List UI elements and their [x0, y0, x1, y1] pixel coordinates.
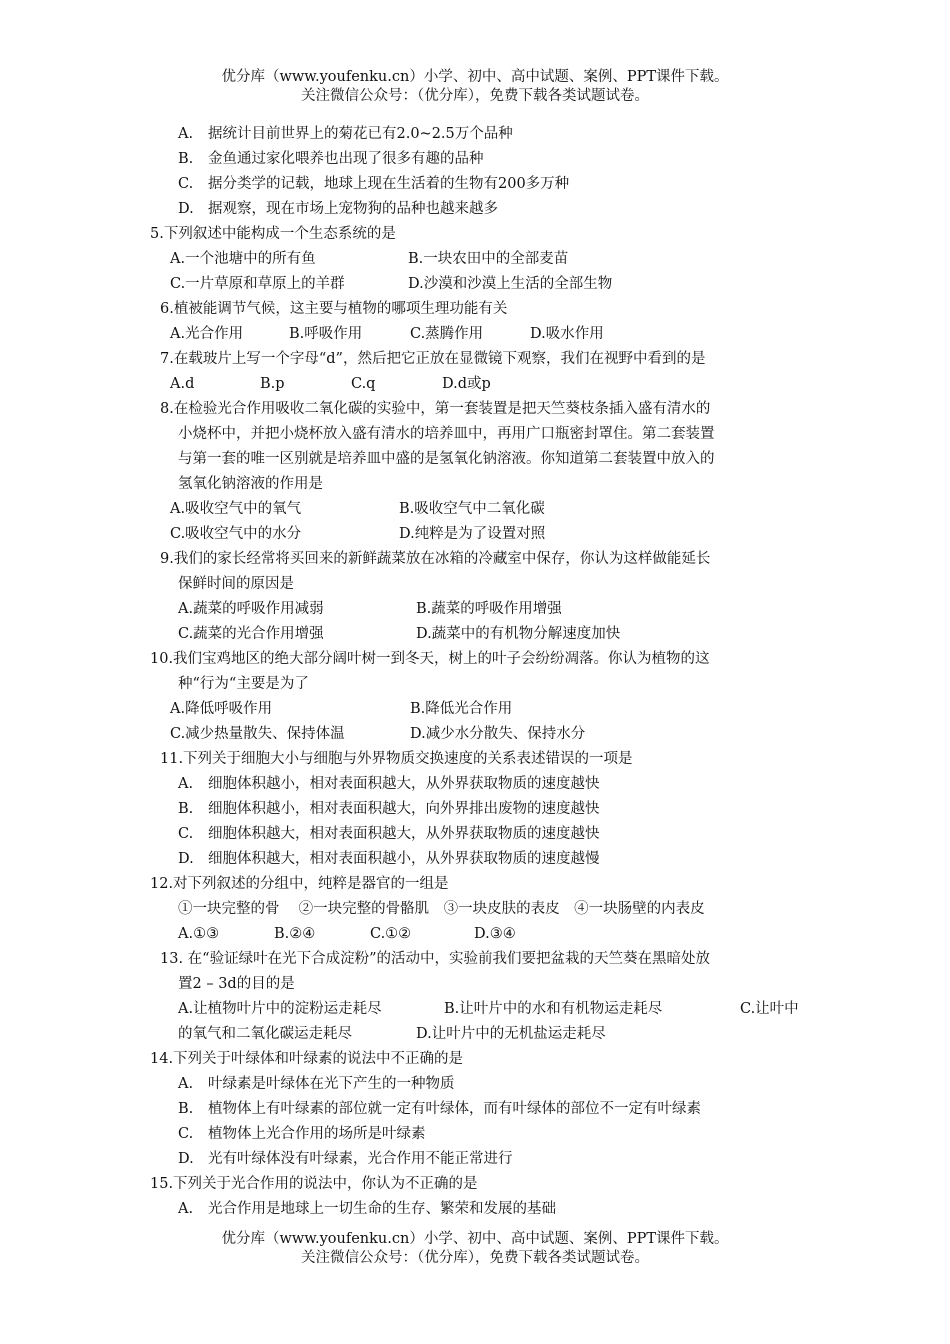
- q13-options-row2: [150, 1022, 820, 1047]
- q12-option-b: B.②④: [274, 926, 316, 942]
- q6-options: [150, 322, 820, 347]
- q7-option-c: C.q: [351, 376, 376, 392]
- q7-option-a: A.d: [170, 376, 195, 392]
- q13-stem-line-1: 13. 在“验证绿叶在光下合成淀粉”的活动中，实验前我们要把盆栽的天竺葵在黑暗处放: [160, 951, 710, 967]
- q12-items: ①一块完整的骨 ②一块完整的骨骼肌 ③一块皮肤的表皮 ④一块肠壁的内表皮: [178, 901, 705, 917]
- q8-options-row2: [150, 522, 820, 547]
- q12-option-a: A.①③: [178, 926, 220, 942]
- q13-option-b: B.让叶片中的水和有机物运走耗尽: [444, 1001, 663, 1017]
- q9-option-a: A.蔬菜的呼吸作用减弱: [178, 601, 324, 617]
- q5-stem: 5.下列叙述中能构成一个生态系统的是: [150, 226, 396, 242]
- footer-line-2: 关注微信公众号：（优分库），免费下载各类试题试卷。: [301, 1250, 649, 1266]
- q14-stem: 14.下列关于叶绿体和叶绿素的说法中不正确的是: [150, 1051, 464, 1067]
- q4-option-d: D. 据观察，现在市场上宠物狗的品种也越来越多: [178, 201, 498, 217]
- q12-options: [150, 922, 820, 947]
- q7-stem: 7.在载玻片上写一个字母“d”，然后把它正放在显微镜下观察，我们在视野中看到的是: [160, 351, 706, 367]
- q15-stem: 15.下列关于光合作用的说法中，你认为不正确的是: [150, 1176, 478, 1192]
- q8-options-row1: [150, 497, 820, 522]
- q13-option-c-part1: C.让叶中: [740, 1001, 799, 1017]
- q13-stem-line-2: 置2 – 3d的目的是: [178, 976, 295, 992]
- q10-option-c: C.减少热量散失、保持体温: [170, 726, 345, 742]
- q10-option-a: A.降低呼吸作用: [170, 701, 273, 717]
- q11-option-d: D. 细胞体积越大，相对表面积越小，从外界获取物质的速度越慢: [178, 851, 600, 867]
- q9-options-row1: [150, 597, 820, 622]
- q12-option-d: D.③④: [474, 926, 516, 942]
- q5-option-a: A.一个池塘中的所有鱼: [170, 251, 316, 267]
- q4-option-c: C. 据分类学的记载，地球上现在生活着的生物有200多万种: [178, 176, 570, 192]
- q14-option-b: B. 植物体上有叶绿素的部位就一定有叶绿体，而有叶绿体的部位不一定有叶绿素: [178, 1101, 701, 1117]
- q10-stem-line-1: 10.我们宝鸡地区的绝大部分阔叶树一到冬天，树上的叶子会纷纷凋落。你认为植物的这: [150, 651, 710, 667]
- header-line-1: 优分库（www.youfenku.cn）小学、初中、高中试题、案例、PPT课件下载。: [221, 69, 729, 85]
- q12-option-c: C.①②: [370, 926, 412, 942]
- q5-options-row2: [150, 272, 820, 297]
- q13-option-d: D.让叶片中的无机盐运走耗尽: [416, 1026, 606, 1042]
- q4-option-a: A. 据统计目前世界上的菊花已有2.0~2.5万个品种: [178, 126, 513, 142]
- q10-option-d: D.减少水分散失、保持水分: [410, 726, 586, 742]
- q13-option-c-part2: 的氧气和二氧化碳运走耗尽: [178, 1026, 352, 1042]
- q9-option-b: B.蔬菜的呼吸作用增强: [416, 601, 562, 617]
- q5-option-d: D.沙漠和沙漠上生活的全部生物: [408, 276, 613, 292]
- page-header: [0, 68, 950, 106]
- q7-option-d: D.d或p: [442, 376, 491, 392]
- q8-stem-line-4: 氢氧化钠溶液的作用是: [178, 476, 323, 492]
- q6-option-a: A.光合作用: [170, 326, 244, 342]
- question-list: [150, 122, 820, 1222]
- q8-stem-line-2: 小烧杯中，并把小烧杯放入盛有清水的培养皿中，再用广口瓶密封罩住。第二套装置: [178, 426, 715, 442]
- q13-options-row1: [150, 997, 820, 1022]
- q8-option-b: B.吸收空气中二氧化碳: [399, 501, 545, 517]
- q6-option-c: C.蒸腾作用: [410, 326, 484, 342]
- q6-option-b: B.呼吸作用: [289, 326, 363, 342]
- q9-option-c: C.蔬菜的光合作用增强: [178, 626, 324, 642]
- q15-option-a: A. 光合作用是地球上一切生命的生存、繁荣和发展的基础: [178, 1201, 556, 1217]
- q14-option-a: A. 叶绿素是叶绿体在光下产生的一种物质: [178, 1076, 455, 1092]
- q14-option-c: C. 植物体上光合作用的场所是叶绿素: [178, 1126, 426, 1142]
- q9-options-row2: [150, 622, 820, 647]
- q9-stem-line-1: 9.我们的家长经常将买回来的新鲜蔬菜放在冰箱的冷藏室中保存，你认为这样做能延长: [160, 551, 711, 567]
- q8-option-a: A.吸收空气中的氧气: [170, 501, 302, 517]
- q5-option-b: B.一块农田中的全部麦苗: [408, 251, 569, 267]
- q13-option-a: A.让植物叶片中的淀粉运走耗尽: [178, 1001, 382, 1017]
- q11-stem: 11.下列关于细胞大小与细胞与外界物质交换速度的关系表述错误的一项是: [160, 751, 633, 767]
- q9-stem-line-2: 保鲜时间的原因是: [178, 576, 294, 592]
- q8-stem-line-3: 与第一套的唯一区别就是培养皿中盛的是氢氧化钠溶液。你知道第二套装置中放入的: [178, 451, 715, 467]
- q8-stem-line-1: 8.在检验光合作用吸收二氧化碳的实验中，第一套装置是把天竺葵枝条插入盛有清水的: [160, 401, 711, 417]
- q10-option-b: B.降低光合作用: [410, 701, 513, 717]
- q10-options-row2: [150, 722, 820, 747]
- q5-option-c: C.一片草原和草原上的羊群: [170, 276, 345, 292]
- q8-option-d: D.纯粹是为了设置对照: [399, 526, 546, 542]
- q8-option-c: C.吸收空气中的水分: [170, 526, 302, 542]
- q11-option-a: A. 细胞体积越小，相对表面积越大，从外界获取物质的速度越快: [178, 776, 600, 792]
- q7-options: [150, 372, 820, 397]
- header-line-2: 关注微信公众号：（优分库），免费下载各类试题试卷。: [301, 88, 649, 104]
- footer-line-1: 优分库（www.youfenku.cn）小学、初中、高中试题、案例、PPT课件下载。: [221, 1231, 729, 1247]
- q9-option-d: D.蔬菜中的有机物分解速度加快: [416, 626, 621, 642]
- q4-option-b: B. 金鱼通过家化喂养也出现了很多有趣的品种: [178, 151, 484, 167]
- q6-option-d: D.吸水作用: [530, 326, 604, 342]
- page-footer: [0, 1230, 950, 1268]
- q11-option-b: B. 细胞体积越小，相对表面积越大，向外界排出废物的速度越快: [178, 801, 600, 817]
- q11-option-c: C. 细胞体积越大，相对表面积越大，从外界获取物质的速度越快: [178, 826, 600, 842]
- q14-option-d: D. 光有叶绿体没有叶绿素，光合作用不能正常进行: [178, 1151, 513, 1167]
- q7-option-b: B.p: [260, 376, 285, 392]
- q5-options-row1: [150, 247, 820, 272]
- q6-stem: 6.植被能调节气候，这主要与植物的哪项生理功能有关: [160, 301, 508, 317]
- q10-options-row1: [150, 697, 820, 722]
- q10-stem-line-2: 种“行为“主要是为了: [178, 676, 309, 692]
- q12-stem: 12.对下列叙述的分组中，纯粹是器官的一组是: [150, 876, 449, 892]
